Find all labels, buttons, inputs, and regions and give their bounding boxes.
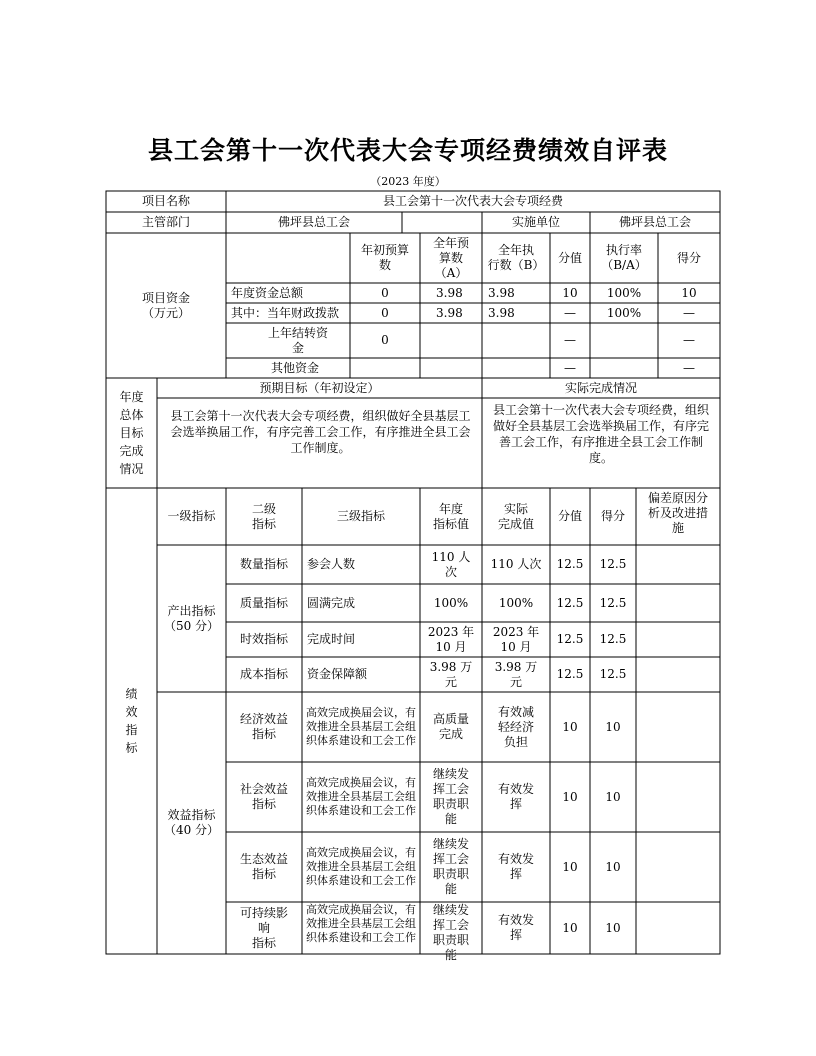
funds-header-rate: 执行率 （B/A） — [601, 243, 647, 272]
perf-header-l2: 二级 指标 — [251, 501, 276, 531]
funds-row-score: 10 — [681, 285, 697, 300]
perf-header-reason: 偏差原因分 析及改进措 施 — [647, 491, 708, 535]
output-target: 3.98 万 元 — [429, 659, 473, 689]
output-l2: 时效指标 — [239, 632, 288, 646]
benefit-score: 10 — [605, 789, 621, 804]
project-name-label: 项目名称 — [141, 194, 190, 208]
funds-row-initial — [350, 358, 420, 378]
funds-row-name: 其他资金 — [270, 360, 319, 375]
output-l2: 成本指标 — [239, 667, 288, 681]
funds-header-score: 得分 — [676, 250, 701, 265]
output-score: 12.5 — [599, 632, 627, 646]
benefit-reason — [636, 692, 720, 762]
funds-row-name: 年度资金总额 — [231, 285, 304, 300]
perf-header-l1: 一级指标 — [167, 509, 216, 523]
benefit-score: 10 — [605, 859, 621, 874]
perf-header-score: 得分 — [600, 509, 625, 523]
perf-label: 绩 效 指 标 — [125, 687, 138, 755]
funds-header-score-value: 分值 — [557, 250, 582, 265]
benefit-reason — [636, 902, 720, 954]
benefit-l3: 高效完成换届会议，有效推进全县基层工会组织体系建设和工会工作 — [306, 846, 416, 887]
output-reason — [636, 545, 720, 584]
benefit-l2: 可持续影 响 指标 — [239, 905, 288, 950]
benefit-actual: 有效发 挥 — [497, 782, 534, 811]
benefit-actual: 有效发 挥 — [497, 913, 534, 942]
funds-row-executed — [482, 323, 550, 358]
output-reason — [636, 584, 720, 622]
funds-header-executed: 全年执 行数（B） — [487, 243, 545, 272]
output-l3: 圆满完成 — [307, 595, 356, 610]
output-value: 12.5 — [556, 667, 584, 681]
funds-header-budget: 全年预 算数 （A） — [432, 235, 469, 280]
perf-header-l3: 三级指标 — [336, 509, 385, 523]
benefit-target: 高质量 完成 — [432, 712, 469, 741]
output-actual: 3.98 万 元 — [494, 659, 538, 689]
impl-label: 实施单位 — [511, 215, 560, 229]
benefit-target: 继续发 挥工会 职责职 能 — [432, 903, 469, 962]
benefit-value: 10 — [562, 859, 578, 874]
funds-row-budget — [420, 358, 482, 378]
output-l2: 数量指标 — [239, 557, 288, 571]
funds-header-initial: 年初预算 数 — [360, 243, 409, 272]
output-score: 12.5 — [599, 595, 627, 610]
funds-row-score-value: — — [564, 360, 576, 375]
benefit-value: 10 — [562, 719, 578, 734]
benefit-l2: 经济效益 指标 — [239, 712, 288, 741]
funds-row-score-value: — — [564, 333, 576, 347]
funds-row-executed: 3.98 — [488, 305, 515, 320]
actual-goal-label: 实际完成情况 — [564, 380, 637, 395]
funds-row-name: 上年结转资 金 — [267, 325, 328, 355]
benefit-value: 10 — [562, 920, 578, 935]
output-value: 12.5 — [556, 595, 584, 610]
benefit-target: 继续发 挥工会 职责职 能 — [432, 767, 469, 826]
dept-label: 主管部门 — [141, 215, 190, 229]
document-year: （2023 年度） — [370, 175, 446, 188]
funds-row-score-value: 10 — [562, 285, 578, 300]
actual-goal-text: 县工会第十一次代表大会专项经费，组织做好全县基层工会选举换届工作，有序完善工会工作，有序推进全县工会工作制度。 — [492, 403, 709, 465]
funds-row-score: — — [683, 305, 695, 320]
funds-row-rate — [590, 323, 658, 358]
benefit-actual: 有效减 轻经济 负担 — [497, 704, 534, 749]
funds-row-score-value: — — [564, 305, 576, 320]
dept-value: 佛坪县总工会 — [277, 215, 350, 229]
funds-row-budget: 3.98 — [436, 305, 463, 320]
funds-row-initial: 0 — [381, 305, 389, 320]
benefit-l3: 高效完成换届会议，有效推进全县基层工会组织体系建设和工会工作 — [306, 706, 416, 747]
output-actual: 100% — [498, 595, 534, 610]
funds-row-initial: 0 — [381, 285, 389, 300]
impl-value: 佛坪县总工会 — [618, 215, 691, 229]
funds-row-initial: 0 — [381, 333, 389, 347]
funds-row-executed — [482, 358, 550, 378]
funds-row-budget: 3.98 — [436, 285, 463, 300]
benefit-target: 继续发 挥工会 职责职 能 — [432, 837, 469, 896]
output-value: 12.5 — [556, 557, 584, 571]
output-indicator-label: 产出指标 （50 分） — [163, 603, 220, 633]
funds-row-rate — [590, 358, 658, 378]
output-value: 12.5 — [556, 632, 584, 646]
funds-row-score: — — [683, 333, 695, 347]
perf-header-value: 分值 — [557, 509, 582, 523]
perf-header-actual: 实际 完成值 — [497, 501, 534, 531]
expected-goal-text: 县工会第十一次代表大会专项经费，组织做好全县基层工会选举换届工作，有序完善工会工作，有序推进全县工会工作制度。 — [170, 409, 471, 455]
funds-label: 项目资金 （万元） — [141, 290, 190, 320]
project-name-value: 县工会第十一次代表大会专项经费 — [382, 194, 563, 208]
output-score: 12.5 — [599, 557, 627, 571]
benefit-l3: 高效完成换届会议，有效推进全县基层工会组织体系建设和工会工作 — [306, 903, 416, 944]
output-l3: 完成时间 — [307, 632, 356, 646]
goals-label: 年度 总体 目标 完成 情况 — [119, 390, 144, 476]
output-l3: 参会人数 — [307, 557, 356, 571]
output-score: 12.5 — [599, 667, 627, 681]
funds-row-name: 其中：当年财政拨款 — [231, 305, 340, 320]
document-title: 县工会第十一次代表大会专项经费绩效自评表 — [147, 136, 668, 165]
funds-row-score: — — [683, 360, 695, 375]
benefit-score: 10 — [605, 920, 621, 935]
benefit-actual: 有效发 挥 — [497, 852, 534, 881]
perf-header-target: 年度 指标值 — [432, 501, 469, 531]
output-actual: 2023 年 10 月 — [492, 624, 540, 654]
benefit-reason — [636, 762, 720, 832]
output-target: 110 人 次 — [431, 549, 471, 579]
funds-row-rate: 100% — [606, 285, 642, 300]
output-target: 100% — [433, 595, 469, 610]
output-l3: 资金保障额 — [307, 667, 368, 681]
funds-row-budget — [420, 323, 482, 358]
output-reason — [636, 657, 720, 692]
output-reason — [636, 622, 720, 657]
benefit-l3: 高效完成换届会议，有效推进全县基层工会组织体系建设和工会工作 — [306, 776, 416, 817]
benefit-l2: 社会效益 指标 — [239, 782, 288, 811]
expected-goal-label: 预期目标（年初设定） — [259, 380, 380, 395]
funds-row-rate: 100% — [606, 305, 642, 320]
output-target: 2023 年 10 月 — [427, 624, 475, 654]
benefit-score: 10 — [605, 719, 621, 734]
output-actual: 110 人次 — [490, 557, 542, 571]
benefit-l2: 生态效益 指标 — [239, 852, 288, 881]
benefit-value: 10 — [562, 789, 578, 804]
benefit-reason — [636, 832, 720, 902]
output-l2: 质量指标 — [239, 595, 288, 610]
funds-row-executed: 3.98 — [488, 285, 515, 300]
benefit-indicator-label: 效益指标 （40 分） — [163, 808, 220, 837]
